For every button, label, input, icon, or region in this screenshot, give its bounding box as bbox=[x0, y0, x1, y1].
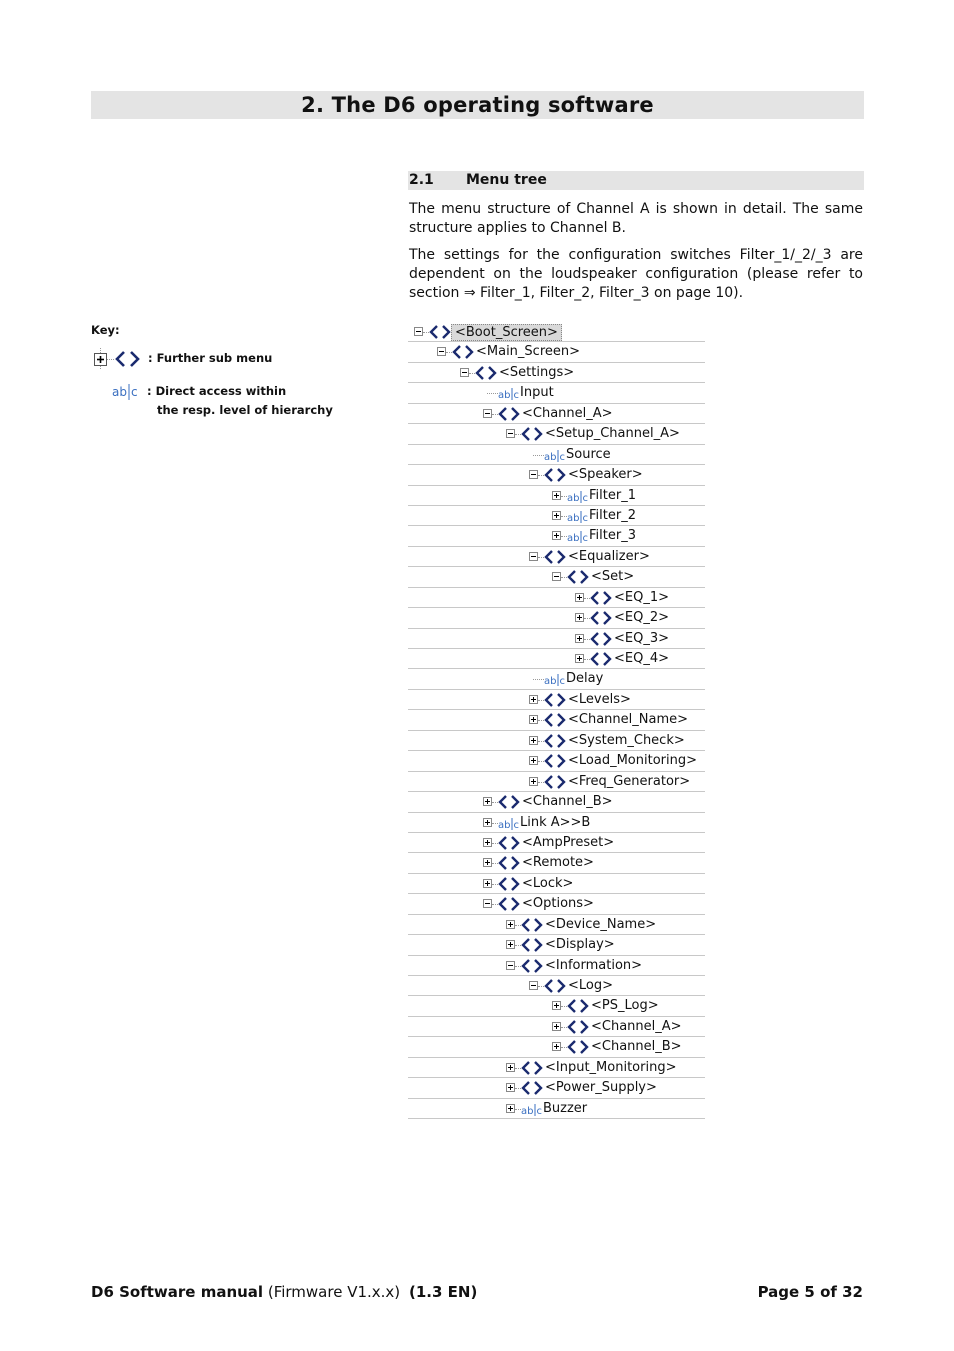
tree-row[interactable] bbox=[408, 526, 705, 546]
submenu-icon bbox=[567, 569, 589, 589]
tree-row[interactable] bbox=[408, 669, 705, 689]
expand-icon[interactable] bbox=[575, 654, 584, 663]
svg-text:c: c bbox=[582, 533, 588, 545]
tree-item-label[interactable]: <Freq_Generator> bbox=[568, 773, 691, 789]
svg-text:c: c bbox=[559, 451, 565, 463]
tree-row[interactable] bbox=[408, 792, 705, 812]
expand-icon[interactable] bbox=[529, 756, 538, 765]
tree-row[interactable] bbox=[408, 588, 705, 608]
expand-icon[interactable] bbox=[506, 1063, 515, 1072]
filter-paragraph: The settings for the configuration switches Filter_1/_2/_3 are dependent on the loudspeaker configuration (please refer to section ⇒ Filter_1, Filter_2, Filter_3 on page 10). bbox=[409, 247, 863, 301]
submenu-icon bbox=[498, 855, 520, 875]
expand-icon[interactable] bbox=[529, 736, 538, 745]
svg-text:ab: ab bbox=[112, 385, 127, 399]
tree-row[interactable] bbox=[408, 404, 705, 424]
tree-row[interactable] bbox=[408, 690, 705, 710]
expand-icon[interactable] bbox=[529, 777, 538, 786]
tree-item-label[interactable]: <Channel_A> bbox=[522, 405, 613, 421]
tree-row[interactable] bbox=[408, 445, 705, 465]
expand-icon[interactable] bbox=[529, 715, 538, 724]
svg-text:c: c bbox=[513, 390, 519, 402]
svg-text:ab: ab bbox=[567, 512, 580, 524]
submenu-icon bbox=[498, 835, 520, 855]
tree-item-label[interactable]: <System_Check> bbox=[568, 732, 685, 748]
submenu-icon bbox=[590, 610, 612, 630]
svg-text:ab: ab bbox=[544, 676, 557, 688]
expand-icon[interactable] bbox=[529, 695, 538, 704]
submenu-icon bbox=[544, 733, 566, 753]
direct-access-icon bbox=[544, 672, 564, 691]
tree-connector bbox=[487, 393, 498, 394]
tree-row[interactable] bbox=[408, 1078, 705, 1098]
tree-row[interactable] bbox=[408, 996, 705, 1016]
chapter-header bbox=[91, 91, 864, 119]
tree-item-label[interactable]: <Boot_Screen> bbox=[451, 324, 562, 341]
submenu-icon bbox=[544, 774, 566, 794]
key-direct-text-1: : Direct access within bbox=[147, 384, 287, 398]
svg-text:ab: ab bbox=[498, 819, 511, 831]
tree-row[interactable] bbox=[408, 486, 705, 506]
collapse-icon[interactable] bbox=[460, 368, 469, 377]
submenu-icon bbox=[452, 344, 474, 364]
tree-row[interactable] bbox=[408, 751, 705, 771]
tree-row[interactable] bbox=[408, 567, 705, 587]
tree-row[interactable] bbox=[408, 710, 705, 730]
tree-row[interactable] bbox=[408, 1037, 705, 1057]
tree-item-label[interactable]: Filter_3 bbox=[589, 528, 636, 544]
tree-item-label[interactable]: Filter_1 bbox=[589, 487, 636, 503]
collapse-icon[interactable] bbox=[529, 552, 538, 561]
tree-item-label[interactable]: <Information> bbox=[545, 957, 643, 973]
submenu-icon bbox=[498, 794, 520, 814]
collapse-icon[interactable] bbox=[437, 347, 446, 356]
tree-item-label[interactable]: <Log> bbox=[568, 978, 614, 993]
tree-item-label[interactable]: <Power_Supply> bbox=[545, 1080, 657, 1096]
expand-icon[interactable] bbox=[575, 634, 584, 643]
submenu-icon bbox=[475, 365, 497, 385]
tree-item-label[interactable]: <AmpPreset> bbox=[522, 834, 615, 850]
direct-access-icon bbox=[544, 448, 564, 467]
svg-text:c: c bbox=[559, 676, 565, 688]
tree-row[interactable] bbox=[408, 506, 705, 526]
submenu-icon bbox=[498, 896, 520, 916]
collapse-icon[interactable] bbox=[506, 429, 515, 438]
expand-icon[interactable] bbox=[575, 613, 584, 622]
tree-item-label[interactable]: <Load_Monitoring> bbox=[568, 753, 697, 769]
direct-access-icon bbox=[521, 1102, 541, 1121]
svg-text:c: c bbox=[582, 492, 588, 504]
svg-text:ab: ab bbox=[498, 390, 511, 402]
expand-submenu-icon bbox=[93, 348, 145, 370]
collapse-icon[interactable] bbox=[529, 470, 538, 479]
footer-page bbox=[758, 1283, 863, 1301]
expand-icon[interactable] bbox=[483, 818, 492, 827]
tree-item-label[interactable]: <Channel_B> bbox=[522, 794, 613, 810]
footer-version bbox=[409, 1283, 477, 1301]
tree-item-label[interactable]: <EQ_2> bbox=[614, 610, 670, 626]
tree-item-label[interactable]: <Options> bbox=[522, 896, 594, 912]
tree-item-label[interactable]: <Display> bbox=[545, 937, 615, 953]
expand-icon[interactable] bbox=[552, 1022, 561, 1031]
expand-icon[interactable] bbox=[483, 879, 492, 888]
tree-row[interactable] bbox=[408, 608, 705, 628]
tree-row[interactable] bbox=[408, 322, 705, 342]
direct-access-icon bbox=[498, 386, 518, 405]
tree-item-label[interactable]: <Device_Name> bbox=[545, 916, 657, 932]
submenu-icon bbox=[521, 917, 543, 937]
tree-item-label[interactable]: <Remote> bbox=[522, 855, 594, 871]
footer-manual bbox=[91, 1283, 400, 1301]
tree-item-label[interactable]: <Lock> bbox=[522, 875, 574, 891]
tree-item-label[interactable]: <Speaker> bbox=[568, 467, 643, 483]
direct-access-icon bbox=[567, 489, 587, 508]
submenu-icon bbox=[567, 1019, 589, 1039]
tree-item-label[interactable]: <PS_Log> bbox=[591, 998, 659, 1014]
footer-manual-title: D6 Software manual bbox=[91, 1283, 264, 1301]
footer-firmware: (Firmware V1.x.x) bbox=[267, 1283, 401, 1301]
submenu-icon bbox=[544, 753, 566, 773]
submenu-icon bbox=[544, 467, 566, 487]
expand-icon[interactable] bbox=[552, 1001, 561, 1010]
tree-row[interactable] bbox=[408, 833, 705, 853]
tree-row[interactable] bbox=[408, 649, 705, 669]
svg-text:c: c bbox=[513, 819, 519, 831]
tree-row[interactable] bbox=[408, 976, 705, 996]
expand-icon[interactable] bbox=[552, 1042, 561, 1051]
direct-access-icon bbox=[567, 529, 587, 548]
tree-row[interactable] bbox=[408, 731, 705, 751]
tree-item-label[interactable]: <Equalizer> bbox=[568, 548, 650, 564]
footer-page-number: Page 5 of 32 bbox=[757, 1283, 863, 1301]
expand-icon[interactable] bbox=[483, 858, 492, 867]
submenu-icon bbox=[590, 590, 612, 610]
section-header bbox=[408, 171, 864, 190]
expand-icon[interactable] bbox=[506, 1083, 515, 1092]
tree-row[interactable] bbox=[408, 894, 705, 914]
tree-connector bbox=[533, 455, 544, 456]
submenu-icon bbox=[498, 876, 520, 896]
expand-icon[interactable] bbox=[552, 531, 561, 540]
tree-row[interactable] bbox=[408, 874, 705, 894]
tree-item-label[interactable]: <EQ_4> bbox=[614, 651, 670, 666]
expand-icon[interactable] bbox=[552, 491, 561, 500]
submenu-icon bbox=[521, 426, 543, 446]
key-direct-text-2: the resp. level of hierarchy bbox=[157, 403, 333, 417]
tree-item-label[interactable]: Source bbox=[566, 446, 611, 462]
submenu-icon bbox=[521, 1060, 543, 1080]
tree-row[interactable] bbox=[408, 1099, 705, 1119]
key-submenu-text: : Further sub menu bbox=[148, 351, 273, 365]
tree-row[interactable] bbox=[408, 1058, 705, 1078]
tree-item-label[interactable]: <Channel_Name> bbox=[568, 712, 689, 728]
tree-item-label[interactable]: <Settings> bbox=[499, 364, 575, 380]
submenu-icon bbox=[544, 978, 566, 998]
tree-row[interactable] bbox=[408, 465, 705, 485]
tree-item-label[interactable]: Delay bbox=[566, 671, 604, 687]
submenu-icon bbox=[429, 324, 451, 344]
submenu-icon bbox=[544, 549, 566, 569]
tree-row[interactable] bbox=[408, 853, 705, 873]
direct-access-icon bbox=[111, 382, 141, 402]
footer-version-text: (1.3 EN) bbox=[409, 1283, 478, 1301]
tree-row[interactable] bbox=[408, 813, 705, 833]
collapse-icon[interactable] bbox=[529, 981, 538, 990]
expand-icon[interactable] bbox=[483, 838, 492, 847]
expand-icon[interactable] bbox=[506, 920, 515, 929]
collapse-icon[interactable] bbox=[414, 327, 423, 336]
tree-item-label[interactable]: <Main_Screen> bbox=[476, 344, 581, 360]
tree-row[interactable] bbox=[408, 1017, 705, 1037]
svg-text:ab: ab bbox=[544, 451, 557, 463]
submenu-icon bbox=[498, 406, 520, 426]
tree-item-label[interactable]: <EQ_1> bbox=[614, 589, 670, 605]
key-label: Key: bbox=[91, 323, 120, 337]
submenu-icon bbox=[544, 692, 566, 712]
tree-item-label[interactable]: <Levels> bbox=[568, 691, 631, 707]
expand-icon[interactable] bbox=[483, 797, 492, 806]
chapter-title: 2. The D6 operating software bbox=[301, 93, 654, 117]
tree-item-label[interactable]: Input bbox=[520, 385, 554, 401]
collapse-icon[interactable] bbox=[552, 572, 561, 581]
submenu-icon bbox=[567, 1039, 589, 1059]
tree-row[interactable] bbox=[408, 547, 705, 567]
tree-item-label[interactable]: <Channel_A> bbox=[591, 1018, 682, 1034]
section-number: 2.1 bbox=[409, 172, 434, 188]
submenu-icon bbox=[521, 958, 543, 978]
collapse-icon[interactable] bbox=[506, 961, 515, 970]
menu-tree bbox=[408, 322, 705, 1119]
tree-item-label[interactable]: <Input_Monitoring> bbox=[545, 1059, 677, 1075]
svg-text:ab: ab bbox=[567, 492, 580, 504]
tree-item-label[interactable]: Buzzer bbox=[543, 1100, 588, 1116]
expand-icon[interactable] bbox=[506, 1104, 515, 1113]
tree-row[interactable] bbox=[408, 915, 705, 935]
collapse-icon[interactable] bbox=[483, 899, 492, 908]
svg-text:c: c bbox=[131, 385, 138, 399]
tree-item-label[interactable]: <Setup_Channel_A> bbox=[545, 426, 680, 442]
svg-text:ab: ab bbox=[567, 533, 580, 545]
submenu-icon bbox=[544, 712, 566, 732]
tree-item-label[interactable]: <Set> bbox=[591, 569, 635, 585]
expand-icon[interactable] bbox=[506, 940, 515, 949]
svg-text:c: c bbox=[536, 1105, 542, 1117]
submenu-icon bbox=[567, 998, 589, 1018]
intro-paragraph: The menu structure of Channel A is shown in detail. The same structure applies to Channel B. bbox=[409, 201, 863, 236]
expand-icon[interactable] bbox=[575, 593, 584, 602]
expand-icon[interactable] bbox=[552, 511, 561, 520]
submenu-icon bbox=[521, 1080, 543, 1100]
tree-row[interactable] bbox=[408, 935, 705, 955]
direct-access-icon bbox=[567, 509, 587, 528]
tree-row[interactable] bbox=[408, 363, 705, 383]
tree-item-label[interactable]: Filter_2 bbox=[589, 507, 636, 523]
tree-connector bbox=[533, 679, 544, 680]
tree-row[interactable] bbox=[408, 956, 705, 976]
direct-access-icon bbox=[498, 816, 518, 835]
tree-row[interactable] bbox=[408, 342, 705, 362]
submenu-icon bbox=[590, 651, 612, 671]
tree-row[interactable] bbox=[408, 383, 705, 403]
tree-item-label[interactable]: <EQ_3> bbox=[614, 630, 670, 646]
tree-row[interactable] bbox=[408, 772, 705, 792]
svg-text:ab: ab bbox=[521, 1105, 534, 1117]
tree-item-label[interactable]: <Channel_B> bbox=[591, 1039, 682, 1055]
tree-item-label[interactable]: Link A>>B bbox=[520, 814, 591, 830]
tree-row[interactable] bbox=[408, 629, 705, 649]
collapse-icon[interactable] bbox=[483, 409, 492, 418]
svg-text:c: c bbox=[582, 512, 588, 524]
submenu-icon bbox=[590, 631, 612, 651]
section-title: Menu tree bbox=[466, 172, 547, 188]
submenu-icon bbox=[521, 937, 543, 957]
tree-row[interactable] bbox=[408, 424, 705, 444]
